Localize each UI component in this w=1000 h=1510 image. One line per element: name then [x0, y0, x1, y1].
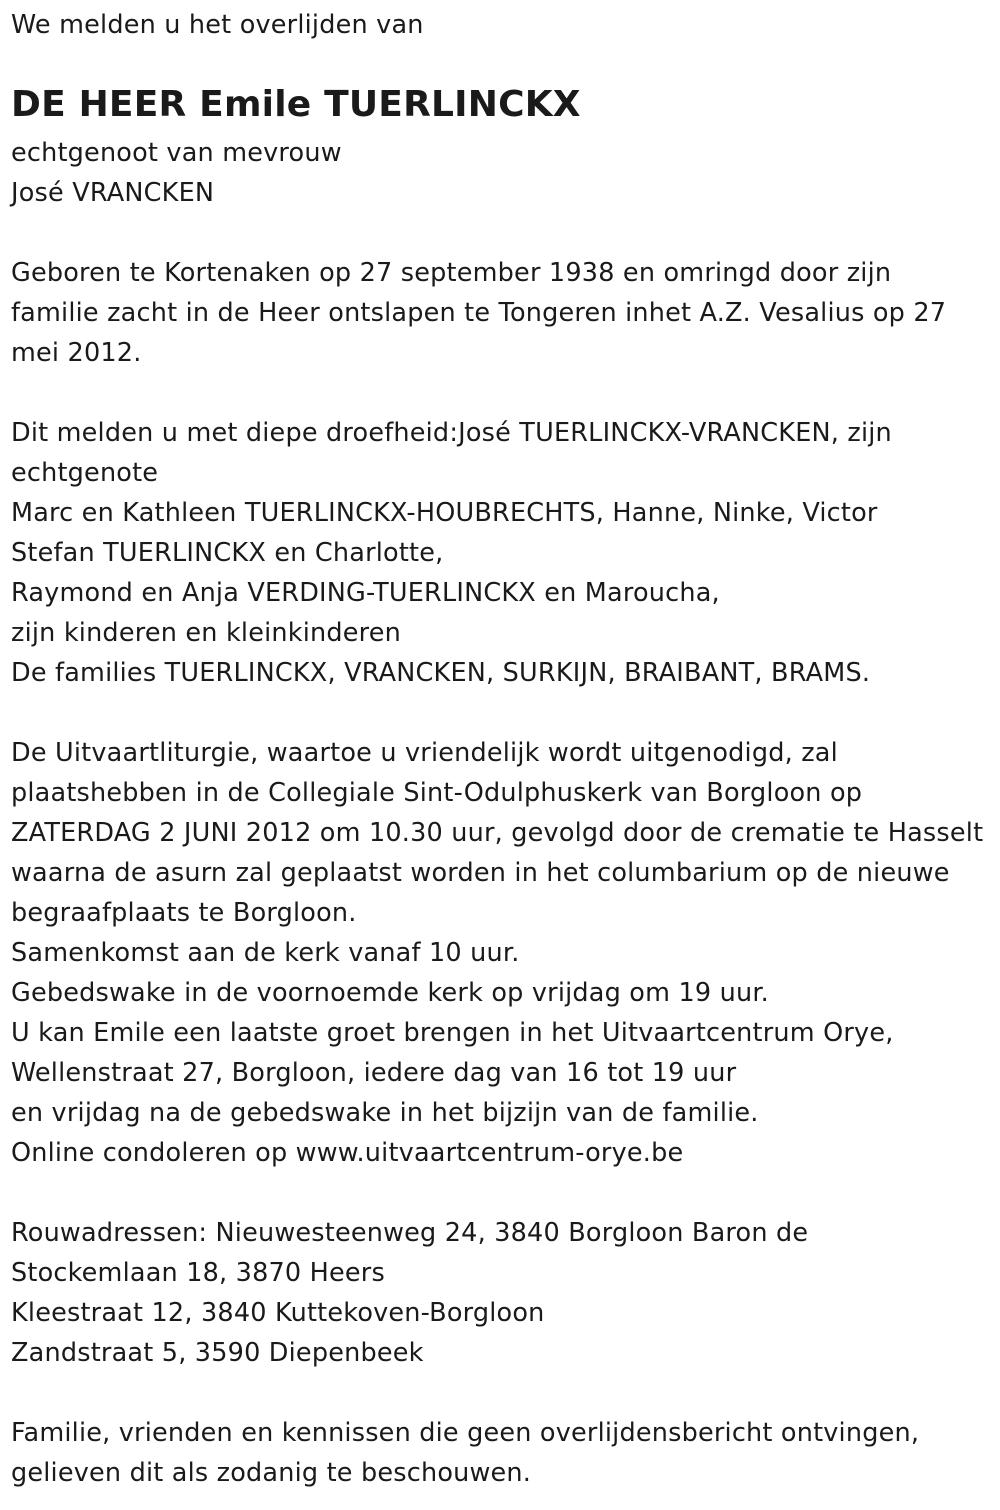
spouse-line: José VRANCKEN — [11, 178, 215, 208]
intro-text: We melden u het overlijden van — [11, 10, 424, 40]
deceased-name-title: DE HEER Emile TUERLINCKX — [11, 84, 581, 125]
mourning-addresses — [11, 1213, 808, 1373]
address-line: Rouwadressen: Nieuwesteenweg 24, 3840 Borgloon Baron de — [11, 1218, 809, 1248]
paragraph-line: waarna de asurn zal geplaatst worden in het columbarium op de nieuwe — [11, 858, 950, 888]
address-line: Zandstraat 5, 3590 Diepenbeek — [11, 1338, 424, 1368]
paragraph-line: Geboren te Kortenaken op 27 september 1938 en omringd door zijn — [11, 258, 892, 288]
paragraph-line: ZATERDAG 2 JUNI 2012 om 10.30 uur, gevolgd door de crematie te Hasselt — [11, 818, 984, 848]
paragraph-line: mei 2012. — [11, 338, 142, 368]
paragraph-line: Marc en Kathleen TUERLINCKX-HOUBRECHTS, Hanne, Ninke, Victor — [11, 498, 878, 528]
paragraph-line: Wellenstraat 27, Borgloon, iedere dag van 16 tot 19 uur — [11, 1058, 737, 1088]
paragraph-line: begraafplaats te Borgloon. — [11, 898, 357, 928]
paragraph-line: familie zacht in de Heer ontslapen te Tongeren inhet A.Z. Vesalius op 27 — [11, 298, 947, 328]
paragraph-line: Dit melden u met diepe droefheid:José TUERLINCKX-VRANCKEN, zijn — [11, 418, 892, 448]
paragraph-line: De families TUERLINCKX, VRANCKEN, SURKIJN, BRAIBANT, BRAMS. — [11, 658, 871, 688]
mourners-paragraph — [11, 413, 892, 693]
paragraph-line: Familie, vrienden en kennissen die geen overlijdensbericht ontvingen, — [11, 1418, 920, 1448]
paragraph-line: U kan Emile een laatste groet brengen in het Uitvaartcentrum Orye, — [11, 1018, 894, 1048]
spouse-line: echtgenoot van mevrouw — [11, 138, 342, 168]
paragraph-line: Gebedswake in de voornoemde kerk op vrijdag om 19 uur. — [11, 978, 769, 1008]
funeral-liturgy-paragraph — [11, 733, 983, 1173]
paragraph-line: Stefan TUERLINCKX en Charlotte, — [11, 538, 444, 568]
paragraph-line: Samenkomst aan de kerk vanaf 10 uur. — [11, 938, 520, 968]
paragraph-line: gelieven dit als zodanig te beschouwen. — [11, 1458, 532, 1488]
condolence-website-line: Online condoleren op www.uitvaartcentrum-orye.be — [11, 1138, 684, 1168]
birth-death-paragraph — [11, 253, 946, 373]
paragraph-line: en vrijdag na de gebedswake in het bijzijn van de familie. — [11, 1098, 759, 1128]
paragraph-line: zijn kinderen en kleinkinderen — [11, 618, 401, 648]
address-line: Stockemlaan 18, 3870 Heers — [11, 1258, 385, 1288]
address-line: Kleestraat 12, 3840 Kuttekoven-Borgloon — [11, 1298, 545, 1328]
paragraph-line: De Uitvaartliturgie, waartoe u vriendelijk wordt uitgenodigd, zal — [11, 738, 838, 768]
paragraph-line: plaatshebben in de Collegiale Sint-Odulphuskerk van Borgloon op — [11, 778, 863, 808]
paragraph-line: Raymond en Anja VERDING-TUERLINCKX en Maroucha, — [11, 578, 720, 608]
paragraph-line: echtgenote — [11, 458, 159, 488]
spouse-block — [11, 133, 342, 213]
closing-paragraph — [11, 1413, 919, 1493]
